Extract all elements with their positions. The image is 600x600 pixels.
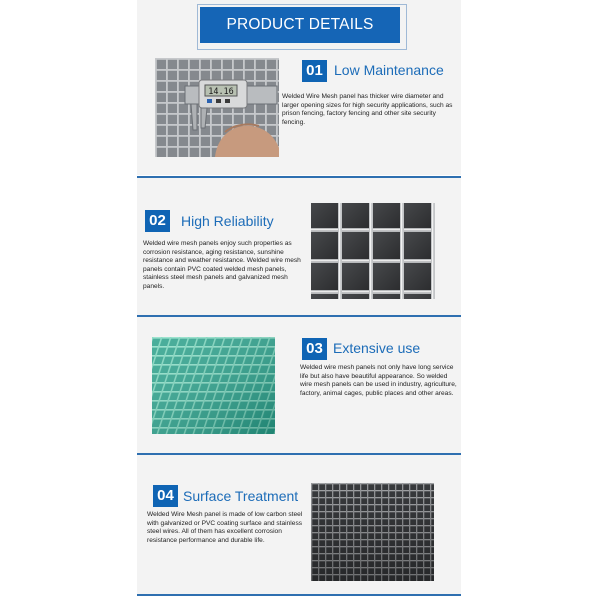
section-title-1: Low Maintenance [334,62,444,78]
section-title-2: High Reliability [181,213,274,229]
green-pvc-mesh-photo [152,337,275,434]
page-title: PRODUCT DETAILS [200,7,400,43]
section-text-2: Welded wire mesh panels enjoy such properties as corrosion resistance, aging resistance, sunshine resistance and weather resistance. Welded wire mesh panels contain PVC coated welded mesh panels, stainless steel mesh panels and galvanized mesh panels. [143,240,301,290]
section-number-2: 02 [145,210,170,232]
section-number-1: 01 [302,60,327,82]
galvanized-mesh-photo [311,483,434,581]
page-header [197,4,407,50]
section-text-4: Welded Wire Mesh panel is made of low carbon steel with galvanized or PVC coating surface and stainless steel wires. All of them has excellent corrosion resistance performance and durable life. [147,511,303,544]
stainless-mesh-photo [311,203,435,299]
section-title-4: Surface Treatment [183,488,299,504]
caliper-reading: 14.16 [208,87,234,97]
section-number-3: 03 [302,338,327,360]
section-text-3: Welded wire mesh panels not only have long service life but also have beautiful appearance. So welded wire mesh panels can be used in industry, agriculture, factory, animal cages, public places and other areas. [300,364,457,397]
section-number-4: 04 [153,485,178,507]
section-divider-4 [137,594,461,596]
caliper-photo [155,58,279,157]
section-title-3: Extensive use [333,340,421,356]
section-text-1: Welded Wire Mesh panel has thicker wire diameter and larger opening sizes for high security applications, such as prison fencing, factory fencing and other site security fencing. [282,93,453,126]
